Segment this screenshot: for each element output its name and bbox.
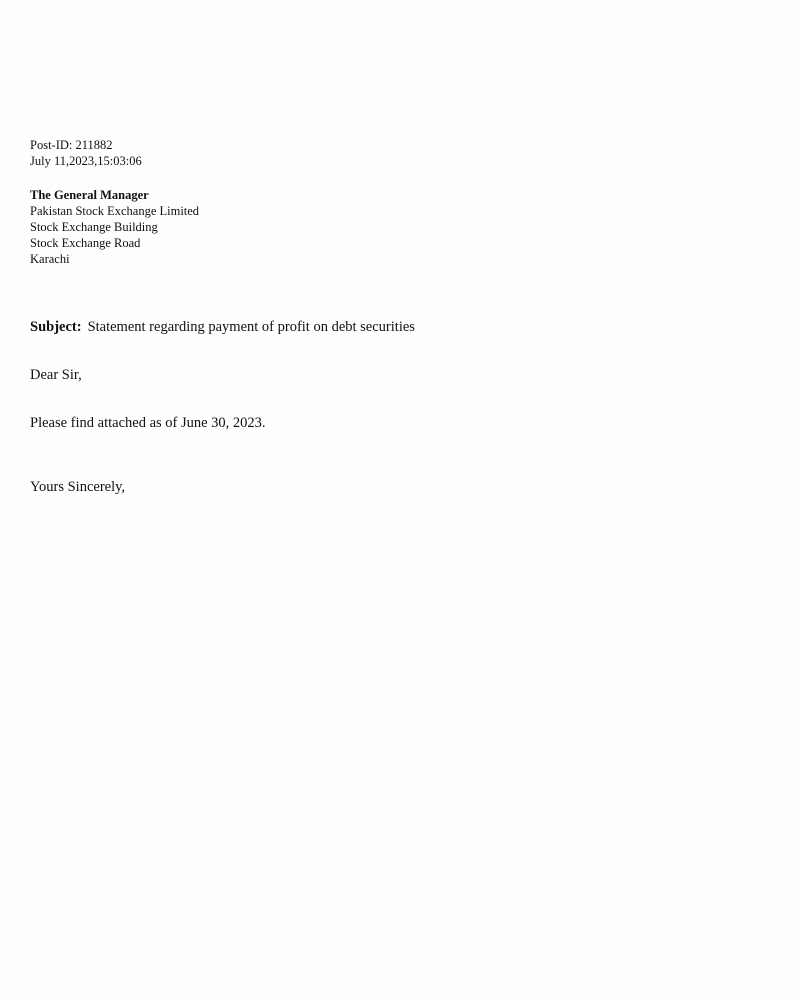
recipient-line-organization: Pakistan Stock Exchange Limited — [30, 204, 200, 218]
subject-text: Statement regarding payment of profit on debt securities — [87, 319, 415, 335]
recipient-line-city: Karachi — [30, 252, 70, 266]
closing: Yours Sincerely, — [30, 479, 126, 495]
body-text: Please find attached as of June 30, 2023. — [30, 415, 266, 431]
subject-label: Subject: — [30, 319, 82, 335]
post-datetime: July 11,2023,15:03:06 — [30, 154, 142, 168]
recipient-title: The General Manager — [30, 188, 149, 202]
post-id: Post-ID: 211882 — [30, 138, 113, 152]
salutation: Dear Sir, — [30, 367, 82, 383]
subject-line — [30, 318, 415, 336]
recipient-line-road: Stock Exchange Road — [30, 236, 141, 250]
recipient-line-building: Stock Exchange Building — [30, 220, 158, 234]
